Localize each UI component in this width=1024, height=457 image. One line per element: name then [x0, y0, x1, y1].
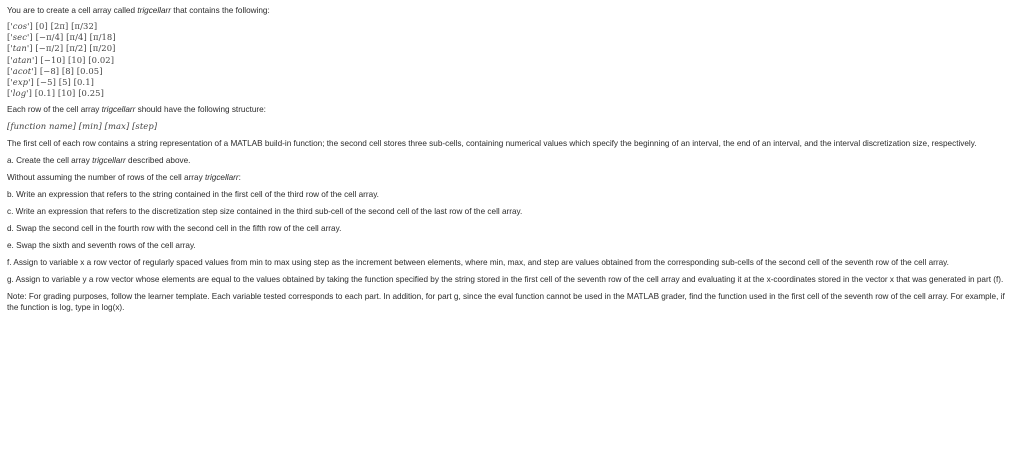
cell-row-2: ['sec'] [−π/4] [π/4] [π/18]	[7, 32, 116, 43]
description-paragraph: The first cell of each row contains a string representation of a MATLAB build-in function; the second cell stores three sub-cells, containing numerical values which specify the beginning of an interval, the end of an interval, and the interval discretization size, respectively.	[7, 138, 977, 148]
part-b: b. Write an expression that refers to the string contained in the first cell of the third row of the cell array.	[7, 189, 379, 199]
cell-array-rows	[7, 21, 1017, 99]
cell-row-1: ['cos'] [0] [2π] [π/32]	[7, 21, 98, 32]
without-assuming-text: Without assuming the number of rows of the cell array trigcellarr:	[7, 172, 241, 182]
intro-text: You are to create a cell array called trigcellarr that contains the following:	[7, 6, 270, 15]
part-g: g. Assign to variable y a row vector whose elements are equal to the values obtained by taking the function specified by the string stored in the first cell of the seventh row of the cell array and evaluating it at the x-coordinates stored in the vector x that was generated in part (f).	[7, 275, 1004, 285]
grading-note: Note: For grading purposes, follow the learner template. Each variable tested corresponds to each part. In addition, for part g, since the eval function cannot be used in the MATLAB grader, find the function used in the first cell of the seventh row of the cell array. For example, if the function is log, type in log(x).	[7, 292, 1005, 313]
problem-statement	[7, 5, 1017, 319]
structure-intro: Each row of the cell array trigcellarr should have the following structure:	[7, 105, 266, 115]
part-c: c. Write an expression that refers to the discretization step size contained in the third sub-cell of the second cell of the last row of the cell array.	[7, 207, 523, 216]
cell-row-7: ['log'] [0.1] [10] [0.25]	[7, 88, 104, 99]
cell-row-5: ['acot'] [−8] [8] [0.05]	[7, 65, 103, 76]
part-e: e. Swap the sixth and seventh rows of the cell array.	[7, 241, 196, 251]
row-structure: [function name] [min] [max] [step]	[7, 120, 158, 131]
part-d: d. Swap the second cell in the fourth row with the second cell in the fifth row of the cell array.	[7, 224, 342, 234]
cell-row-3: ['tan'] [−π/2] [π/2] [π/20]	[7, 43, 116, 54]
cell-array-name: trigcellarr	[137, 6, 171, 15]
part-a: a. Create the cell array trigcellarr described above.	[7, 155, 191, 165]
cell-row-6: ['exp'] [−5] [5] [0.1]	[7, 77, 94, 88]
part-f: f. Assign to variable x a row vector of regularly spaced values from min to max using step as the increment between elements, where min, max, and step are values obtained from the corresponding sub-cells of the second cell of the seventh row of the cell array.	[7, 258, 949, 268]
cell-row-4: ['atan'] [−10] [10] [0.02]	[7, 54, 115, 65]
